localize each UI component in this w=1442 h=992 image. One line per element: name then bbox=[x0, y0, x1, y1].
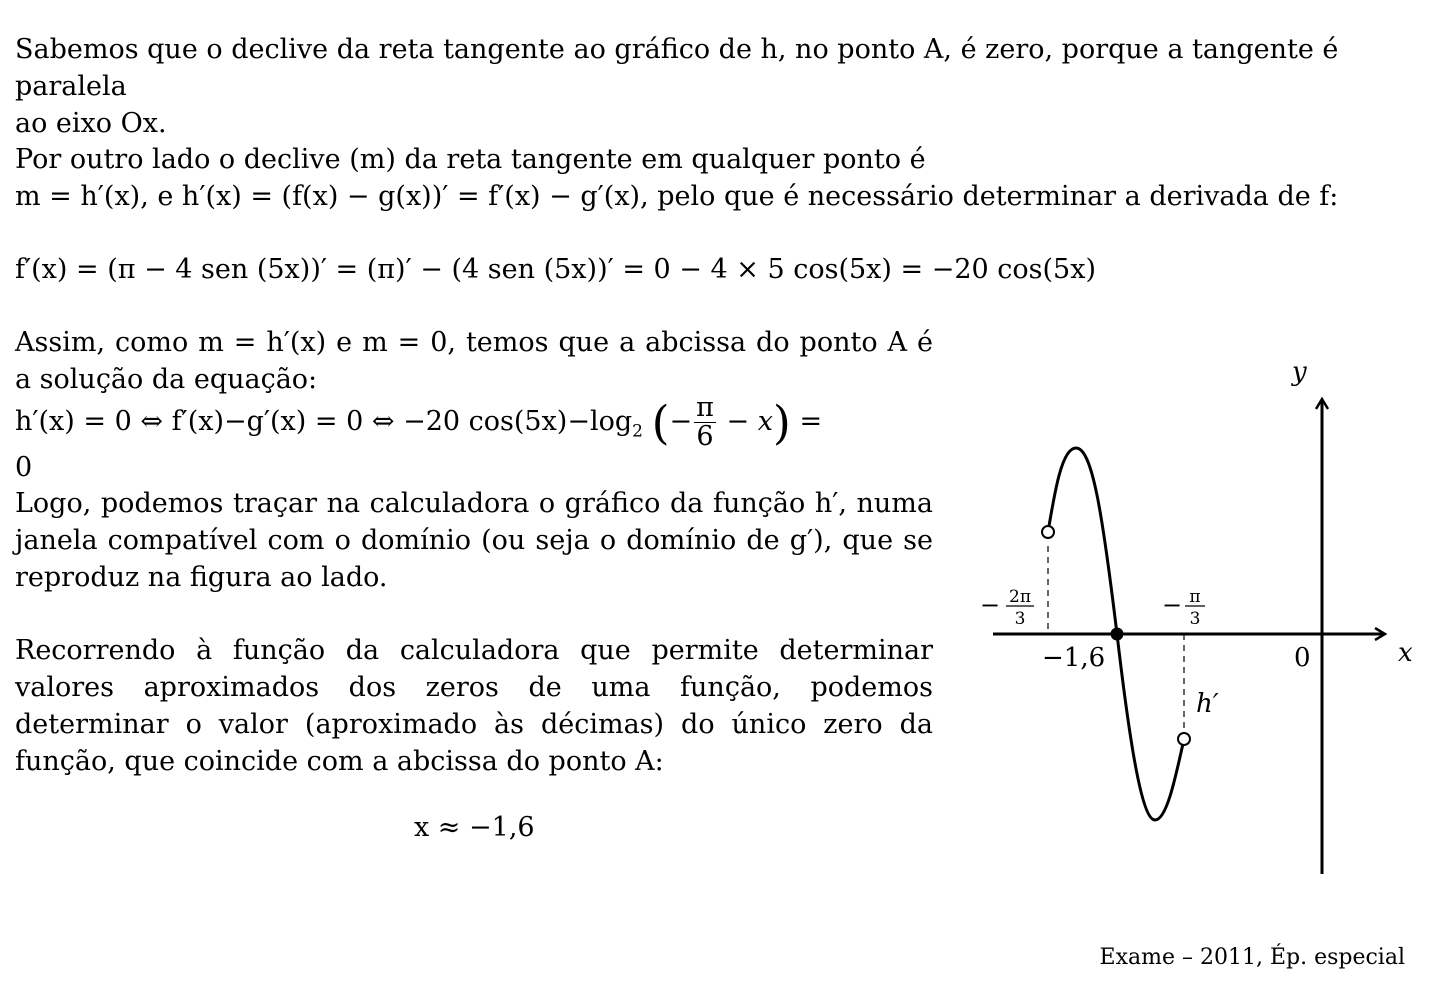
eq2-fraction: $\frac{\pi}{6}$ bbox=[696, 391, 714, 452]
origin-label: 0 bbox=[1294, 643, 1311, 673]
point-a-zero bbox=[1111, 628, 1124, 641]
curve-label: h′ bbox=[1196, 689, 1219, 719]
result-x-approx: x ≈ −1,6 bbox=[414, 812, 535, 843]
source-footer: Exame – 2011, Ép. especial bbox=[1099, 945, 1405, 970]
y-axis-label: y bbox=[1292, 357, 1307, 387]
eq2-end: 0 bbox=[15, 452, 33, 483]
right-bound-denominator: 3 bbox=[1189, 609, 1201, 629]
paragraph-zero-approximation bbox=[15, 632, 933, 780]
equation-derivative-f bbox=[15, 251, 1410, 288]
eq2-log-base: 2 bbox=[632, 421, 643, 442]
left-bound-minus: − bbox=[980, 591, 1001, 619]
left-bound-denominator: 3 bbox=[1014, 609, 1026, 629]
p2-line1: Por outro lado o declive (m) da reta tangente em qualquer ponto é bbox=[15, 144, 926, 175]
eq2-left: h′(x) = 0 ⇔ f′(x)−g′(x) = 0 ⇔ −20 cos(5x)−log bbox=[15, 406, 633, 437]
zero-value-label: −1,6 bbox=[1042, 643, 1106, 673]
right-bound-numerator: π bbox=[1189, 587, 1201, 607]
right-bound-minus: − bbox=[1162, 591, 1183, 619]
p1-text: Sabemos que o declive da reta tangente ao gráfico de h, no ponto A, é zero, porque a tangente é paralela ao eixo Ox. bbox=[15, 34, 1339, 139]
eq2-close-paren: ) bbox=[772, 395, 791, 450]
paragraph-derivative-intro bbox=[15, 141, 1410, 215]
paragraph-solution-equation bbox=[15, 324, 933, 398]
p4-text: Logo, podemos traçar na calculadora o gráfico da função h′, numa janela compatível com o domínio (ou seja o domínio de g′), que se reproduz na figura ao lado. bbox=[15, 488, 933, 593]
p2-line2: m = h′(x), e h′(x) = (f(x) − g(x))′ = f′(x) − g′(x), pelo que é necessário determinar a derivada de f: bbox=[15, 181, 1339, 212]
p3-text: Assim, como m = h′(x) e m = 0, temos que a abcissa do ponto A é a solução da equação: bbox=[15, 327, 933, 395]
function-graph-figure bbox=[960, 350, 1420, 890]
right-open-endpoint bbox=[1178, 733, 1190, 745]
x-axis-label: x bbox=[1398, 638, 1413, 668]
paragraph-tangent-slope bbox=[15, 31, 1410, 142]
p5-text: Recorrendo à função da calculadora que permite determinar valores aproximados dos zeros de uma função, podemos determinar o valor (aproximado às décimas) do único zero da função, que coincide com a abcissa do ponto A: bbox=[15, 635, 933, 777]
eq2-open-paren: ( bbox=[651, 395, 670, 450]
equation-h-prime-zero: h′(x) = 0 ⇔ f′(x)−g′(x) = 0 ⇔ −20 $\cos(5x)-\log_2$ (− $\frac{\pi}{6}$ − x) = bbox=[15, 391, 823, 452]
left-bound-numerator: 2π bbox=[1009, 587, 1031, 607]
left-open-endpoint bbox=[1042, 526, 1054, 538]
eq1-text: f′(x) = (π − 4 sen (5x))′ = (π)′ − (4 sen (5x))′ = 0 − 4 × 5 cos(5x) = −20 cos(5x) bbox=[15, 254, 1096, 285]
paragraph-calculator-graph bbox=[15, 485, 933, 596]
